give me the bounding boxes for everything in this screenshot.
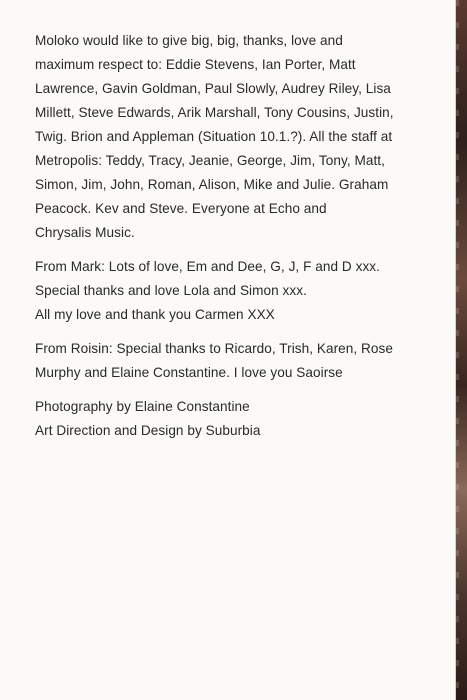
text-line: Special thanks and love Lola and Simon xxx. [35, 283, 307, 298]
paragraph-gap [35, 385, 445, 395]
text-line: Lawrence, Gavin Goldman, Paul Slowly, Audrey Riley, Lisa [35, 81, 391, 96]
text-line: From Mark: Lots of love, Em and Dee, G, J, F and D xxx. [35, 259, 380, 274]
text-line: All my love and thank you Carmen XXX [35, 307, 275, 322]
text-line: maximum respect to: Eddie Stevens, Ian Porter, Matt [35, 57, 356, 72]
paragraph-gap [35, 245, 445, 255]
text-line: Peacock. Kev and Steve. Everyone at Echo and [35, 201, 327, 216]
text-line: Chrysalis Music. [35, 225, 135, 240]
text-line: Metropolis: Teddy, Tracy, Jeanie, George, Jim, Tony, Matt, [35, 153, 385, 168]
thanks-paragraph [35, 29, 445, 245]
text-line: From Roisin: Special thanks to Ricardo, Trish, Karen, Rose [35, 341, 393, 356]
mark-thanks-paragraph [35, 255, 445, 327]
roisin-thanks-paragraph [35, 337, 445, 385]
production-credits-paragraph [35, 395, 445, 443]
text-line: Art Direction and Design by Suburbia [35, 423, 261, 438]
paragraph-gap [35, 327, 445, 337]
text-line: Photography by Elaine Constantine [35, 399, 250, 414]
text-line: Twig. Brion and Appleman (Situation 10.1.?). All the staff at [35, 129, 393, 144]
text-line: Moloko would like to give big, big, thanks, love and [35, 33, 343, 48]
text-line: Murphy and Elaine Constantine. I love you Saoirse [35, 365, 343, 380]
text-line: Millett, Steve Edwards, Arik Marshall, Tony Cousins, Justin, [35, 105, 394, 120]
text-line: Simon, Jim, John, Roman, Alison, Mike and Julie. Graham [35, 177, 389, 192]
credits-text [35, 29, 445, 443]
